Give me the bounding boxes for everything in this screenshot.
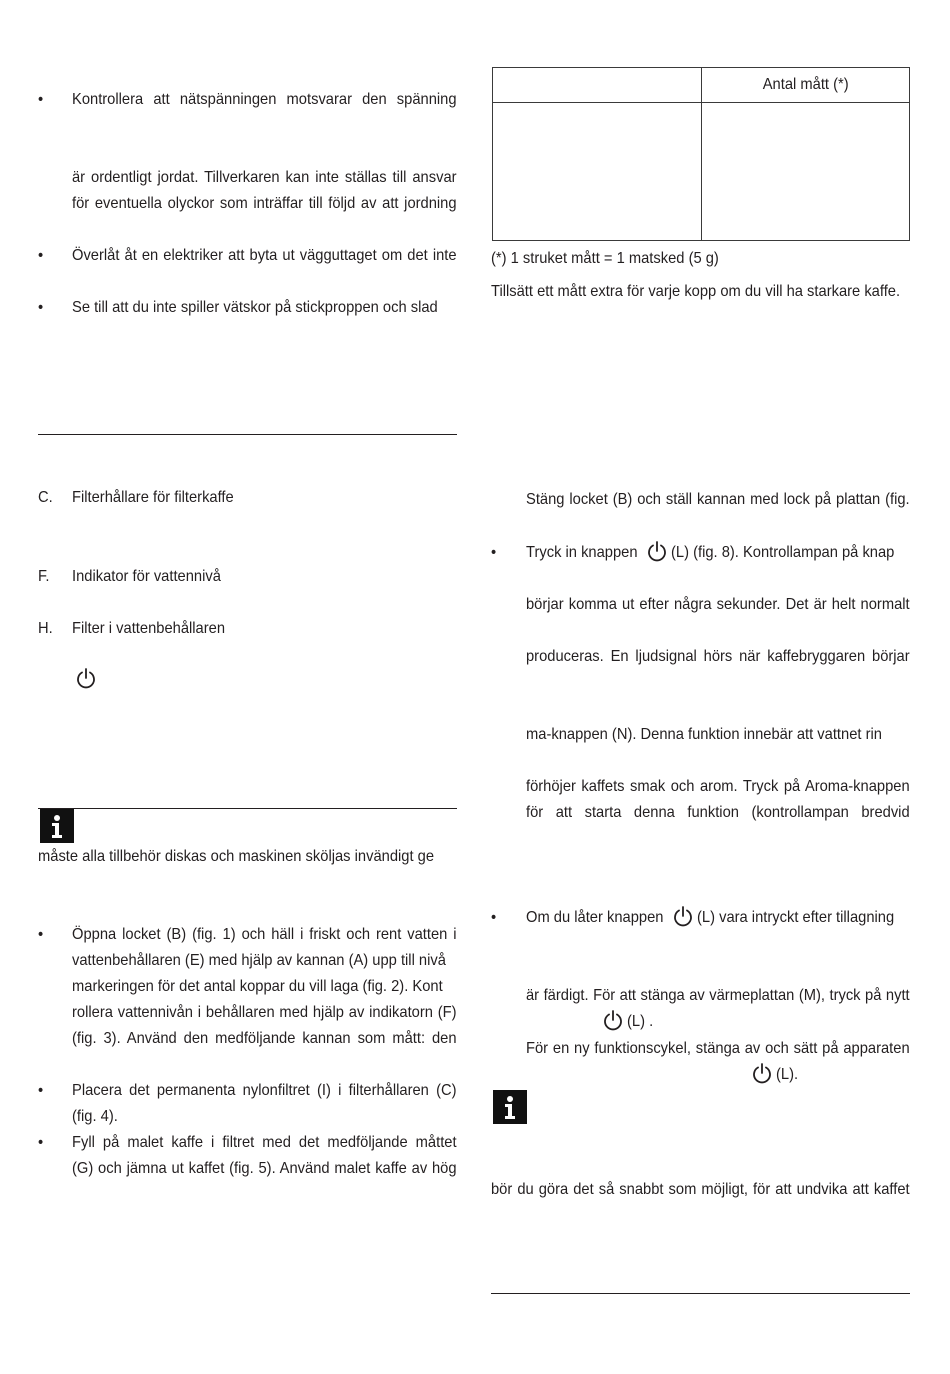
- part-letter: C.: [38, 489, 53, 506]
- safety-line: för eventuella olyckor som inträffar till följd av att jordning: [72, 195, 457, 212]
- table-header-measures: [702, 74, 909, 96]
- part-label: Filterhållare för filterkaffe: [72, 489, 234, 506]
- section-divider: [491, 1293, 910, 1294]
- step-line: Öppna locket (B) (fig. 1) och häll i friskt och rent vatten i: [72, 926, 457, 943]
- brewing-line: (L) .: [627, 1013, 654, 1030]
- coffee-measure-table: [492, 67, 910, 241]
- aroma-line: förhöjer kaffets smak och arom. Tryck på Aroma-knappen: [526, 778, 910, 795]
- step-line: vattenbehållaren (E) med hjälp av kannan (A) upp till nivå: [72, 952, 446, 969]
- step-line: (fig. 4).: [72, 1108, 118, 1125]
- brewing-line: För en ny funktionscykel, stänga av och sätt på apparaten: [526, 1040, 910, 1057]
- strong-coffee-tip: Tillsätt ett mått extra för varje kopp om du vill ha starkare kaffe.: [491, 283, 901, 300]
- power-icon: [647, 540, 667, 562]
- power-icon: [752, 1062, 772, 1084]
- step-line: rollera vattennivån i behållaren med hjälp av indikatorn (F): [72, 1004, 457, 1021]
- section-divider: [38, 434, 457, 435]
- brewing-line: produceras. En ljudsignal hörs när kaffebryggaren börjar: [526, 648, 910, 665]
- brewing-line: Om du låter knappen: [526, 909, 664, 926]
- info-icon: [40, 809, 74, 843]
- part-label: Indikator för vattennivå: [72, 568, 221, 585]
- bullet: •: [38, 91, 44, 108]
- table-header-text: Antal mått (*): [762, 76, 849, 93]
- table-note: (*) 1 struket mått = 1 matsked (5 g): [491, 250, 719, 267]
- aroma-line: ma-knappen (N). Denna funktion innebär att vattnet rin: [526, 726, 882, 743]
- safety-line: Överlåt åt en elektriker att byta ut vägguttaget om det inte: [72, 247, 457, 264]
- step-line: (fig. 3). Använd den medföljande kannan som mått: den: [72, 1030, 457, 1047]
- safety-line: Se till att du inte spiller vätskor på stickproppen och slad: [72, 299, 438, 316]
- part-letter: H.: [38, 620, 53, 637]
- power-icon: [603, 1009, 623, 1031]
- bullet: •: [491, 909, 497, 926]
- brewing-line: (L) vara intryckt efter tillagning: [697, 909, 895, 926]
- part-letter: F.: [38, 568, 50, 585]
- safety-line: Kontrollera att nätspänningen motsvarar den spänning: [72, 91, 457, 108]
- step-line: (G) och jämna ut kaffet (fig. 5). Använd malet kaffe av hög: [72, 1160, 457, 1177]
- tip-text: bör du göra det så snabbt som möjligt, för att undvika att kaffet: [491, 1181, 910, 1198]
- brewing-line: (L) (fig. 8). Kontrollampan på knap: [671, 544, 895, 561]
- brewing-line: börjar komma ut efter några sekunder. Det är helt normalt: [526, 596, 910, 613]
- part-label: Filter i vattenbehållaren: [72, 620, 226, 637]
- aroma-line: för att starta denna funktion (kontrollampan bredvid: [526, 804, 910, 821]
- brewing-line: är färdigt. För att stänga av värmeplattan (M), tryck på nytt: [526, 987, 910, 1004]
- step-line: markeringen för det antal koppar du vill laga (fig. 2). Kont: [72, 978, 443, 995]
- power-icon: [673, 905, 693, 927]
- first-use-text: måste alla tillbehör diskas och maskinen sköljas invändigt ge: [38, 848, 435, 865]
- brewing-line: (L).: [776, 1066, 799, 1083]
- power-icon: [76, 667, 96, 689]
- step-line: Fyll på malet kaffe i filtret med det medföljande måttet: [72, 1134, 457, 1151]
- bullet: •: [38, 1082, 44, 1099]
- bullet: •: [38, 1134, 44, 1151]
- bullet: •: [38, 299, 44, 316]
- safety-line: är ordentligt jordat. Tillverkaren kan inte ställas till ansvar: [72, 169, 457, 186]
- step-line: Placera det permanenta nylonfiltret (I) i filterhållaren (C): [72, 1082, 457, 1099]
- brewing-line: Tryck in knappen: [526, 544, 638, 561]
- section-divider: [38, 808, 457, 809]
- brewing-line: Stäng locket (B) och ställ kannan med lock på plattan (fig.: [526, 491, 910, 508]
- bullet: •: [38, 247, 44, 264]
- bullet: •: [491, 544, 497, 561]
- bullet: •: [38, 926, 44, 943]
- info-icon: [493, 1090, 527, 1124]
